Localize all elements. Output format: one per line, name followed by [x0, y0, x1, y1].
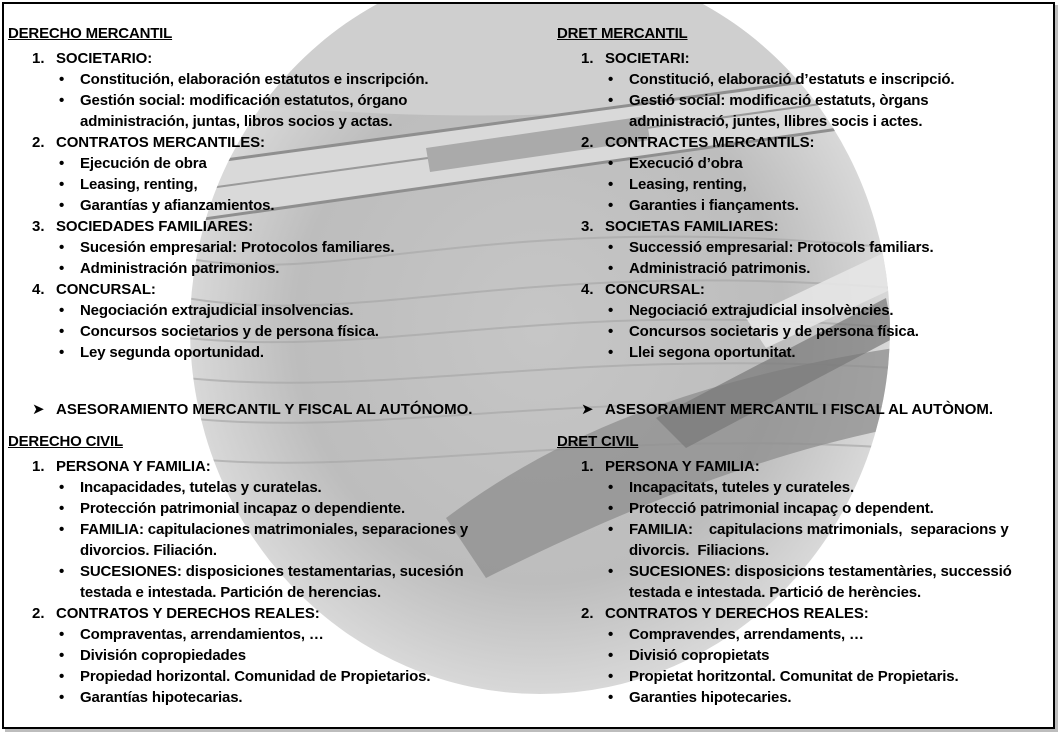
topic-item — [557, 48, 1025, 132]
bullet-list — [56, 237, 486, 279]
bullet-item: • Compravendes, arrendaments, … — [605, 624, 1045, 645]
bullet-item: • Protecció patrimonial incapaç o dependent. — [605, 498, 1045, 519]
topic-title: CONTRATOS MERCANTILES: — [56, 134, 265, 151]
bullet-item: • Negociació extrajudicial insolvències. — [605, 300, 1025, 321]
topic-item — [8, 456, 506, 603]
bullet-list — [605, 153, 1025, 216]
topic-number: 2. — [581, 605, 594, 622]
topic-title: SOCIETARI: — [605, 50, 690, 67]
bullet-item: • Incapacitats, tuteles y curateles. — [605, 477, 1045, 498]
bullet-list — [56, 300, 486, 363]
bullet-item: • Negociación extrajudicial insolvencias. — [56, 300, 486, 321]
topic-title: CONTRATOS Y DERECHOS REALES: — [56, 605, 320, 622]
topic-number: 1. — [581, 50, 594, 67]
section-title: DERECHO CIVIL — [8, 433, 123, 450]
bullet-item: • Administració patrimonis. — [605, 258, 1025, 279]
bullet-item: • Sucesión empresarial: Protocolos familiares. — [56, 237, 486, 258]
topic-item — [8, 132, 486, 216]
bullet-list — [605, 237, 1025, 279]
topic-list — [8, 456, 506, 708]
bullet-item: • Garantías hipotecarias. — [56, 687, 506, 708]
bullet-item: • Garantías y afianzamientos. — [56, 195, 486, 216]
topic-item — [557, 132, 1025, 216]
topic-title: SOCIETARIO: — [56, 50, 153, 67]
topic-item — [8, 603, 506, 708]
section-title: DERECHO MERCANTIL — [8, 25, 173, 42]
arrow-item — [32, 399, 472, 420]
topic-title: CONCURSAL: — [605, 281, 705, 298]
bullet-item: • Propiedad horizontal. Comunidad de Propietarios. — [56, 666, 506, 687]
arrow-bullet-icon: ➤ — [581, 401, 594, 418]
topic-number: 2. — [32, 134, 45, 151]
bullet-item: • Execució d’obra — [605, 153, 1025, 174]
bullet-list — [605, 624, 1045, 708]
topic-list — [557, 456, 1045, 708]
topic-title: SOCIEDADES FAMILIARES: — [56, 218, 253, 235]
arrow-bullet-icon: ➤ — [32, 401, 45, 418]
topic-title: CONTRACTES MERCANTILS: — [605, 134, 815, 151]
topic-title: CONTRATOS Y DERECHOS REALES: — [605, 605, 869, 622]
bullet-item: • Gestió social: modificació estatuts, òrgans administració, juntes, llibres socis i actes. — [605, 90, 1025, 132]
topic-item — [557, 603, 1045, 708]
topic-number: 3. — [32, 218, 45, 235]
topic-item — [557, 456, 1045, 603]
arrow-item-text: ASESORAMIENT MERCANTIL I FISCAL AL AUTÒNOM. — [605, 401, 994, 418]
topic-list — [557, 48, 1025, 363]
arrow-item-text: ASESORAMIENTO MERCANTIL Y FISCAL AL AUTÓNOMO. — [56, 401, 473, 418]
topic-title: PERSONA Y FAMILIA: — [56, 458, 211, 475]
topic-number: 4. — [32, 281, 45, 298]
topic-title: CONCURSAL: — [56, 281, 156, 298]
topic-number: 1. — [581, 458, 594, 475]
topic-title: SOCIETAS FAMILIARES: — [605, 218, 779, 235]
topic-number: 1. — [32, 458, 45, 475]
bullet-item: • Divisió copropietats — [605, 645, 1045, 666]
topic-item — [557, 279, 1025, 363]
bullet-item: • Compraventas, arrendamientos, … — [56, 624, 506, 645]
arrow-item — [581, 399, 993, 420]
bullet-list — [56, 477, 506, 603]
bullet-item: • Incapacidades, tutelas y curatelas. — [56, 477, 506, 498]
bullet-item: • Leasing, renting, — [56, 174, 486, 195]
bullet-item: • Concursos societaris y de persona física. — [605, 321, 1025, 342]
bullet-item: • División copropiedades — [56, 645, 506, 666]
derecho-mercantil-section — [8, 23, 486, 363]
topic-number: 2. — [581, 134, 594, 151]
topic-list — [8, 48, 486, 363]
section-title: DRET MERCANTIL — [557, 25, 688, 42]
bullet-item: • Ley segunda oportunidad. — [56, 342, 486, 363]
bullet-item: • Constitució, elaboració d’estatuts e inscripció. — [605, 69, 1025, 90]
bullet-item: • FAMILIA: capitulaciones matrimoniales, separaciones y divorcios. Filiación. — [56, 519, 506, 561]
document-frame — [2, 2, 1055, 729]
bullet-item: • Propietat horitzontal. Comunitat de Propietaris. — [605, 666, 1045, 687]
bullet-item: • Garanties i fiançaments. — [605, 195, 1025, 216]
topic-number: 1. — [32, 50, 45, 67]
bullet-item: • Successió empresarial: Protocols familiars. — [605, 237, 1025, 258]
bullet-item: • SUCESIONES: disposiciones testamentarias, sucesión testada e intestada. Partición de herencias. — [56, 561, 506, 603]
bullet-item: • Ejecución de obra — [56, 153, 486, 174]
bullet-item: • Gestión social: modificación estatutos, órgano administración, juntas, libros socios y actas. — [56, 90, 486, 132]
bullet-list — [605, 69, 1025, 132]
bullet-item: • Leasing, renting, — [605, 174, 1025, 195]
bullet-item: • Concursos societarios y de persona física. — [56, 321, 486, 342]
section-title: DRET CIVIL — [557, 433, 639, 450]
bullet-item: • Administración patrimonios. — [56, 258, 486, 279]
bullet-list — [56, 624, 506, 708]
dret-civil-section — [557, 431, 1045, 708]
topic-number: 4. — [581, 281, 594, 298]
bullet-list — [56, 153, 486, 216]
bullet-item: • SUCESIONES: disposicions testamentàries, successió testada e intestada. Partició de herències. — [605, 561, 1045, 603]
bullet-item: • Constitución, elaboración estatutos e inscripción. — [56, 69, 486, 90]
bullet-item: • Garanties hipotecaries. — [605, 687, 1045, 708]
bullet-list — [56, 69, 486, 132]
topic-item — [8, 279, 486, 363]
topic-title: PERSONA Y FAMILIA: — [605, 458, 760, 475]
bullet-list — [605, 300, 1025, 363]
dret-mercantil-section — [557, 23, 1025, 363]
topic-item — [8, 216, 486, 279]
topic-item — [8, 48, 486, 132]
topic-number: 3. — [581, 218, 594, 235]
bullet-item: • Protección patrimonial incapaz o dependiente. — [56, 498, 506, 519]
bullet-list — [605, 477, 1045, 603]
topic-item — [557, 216, 1025, 279]
topic-number: 2. — [32, 605, 45, 622]
bullet-item: • Llei segona oportunitat. — [605, 342, 1025, 363]
derecho-civil-section — [8, 431, 506, 708]
bullet-item: • FAMILIA: capitulacions matrimonials, separacions y divorcis. Filiacions. — [605, 519, 1045, 561]
